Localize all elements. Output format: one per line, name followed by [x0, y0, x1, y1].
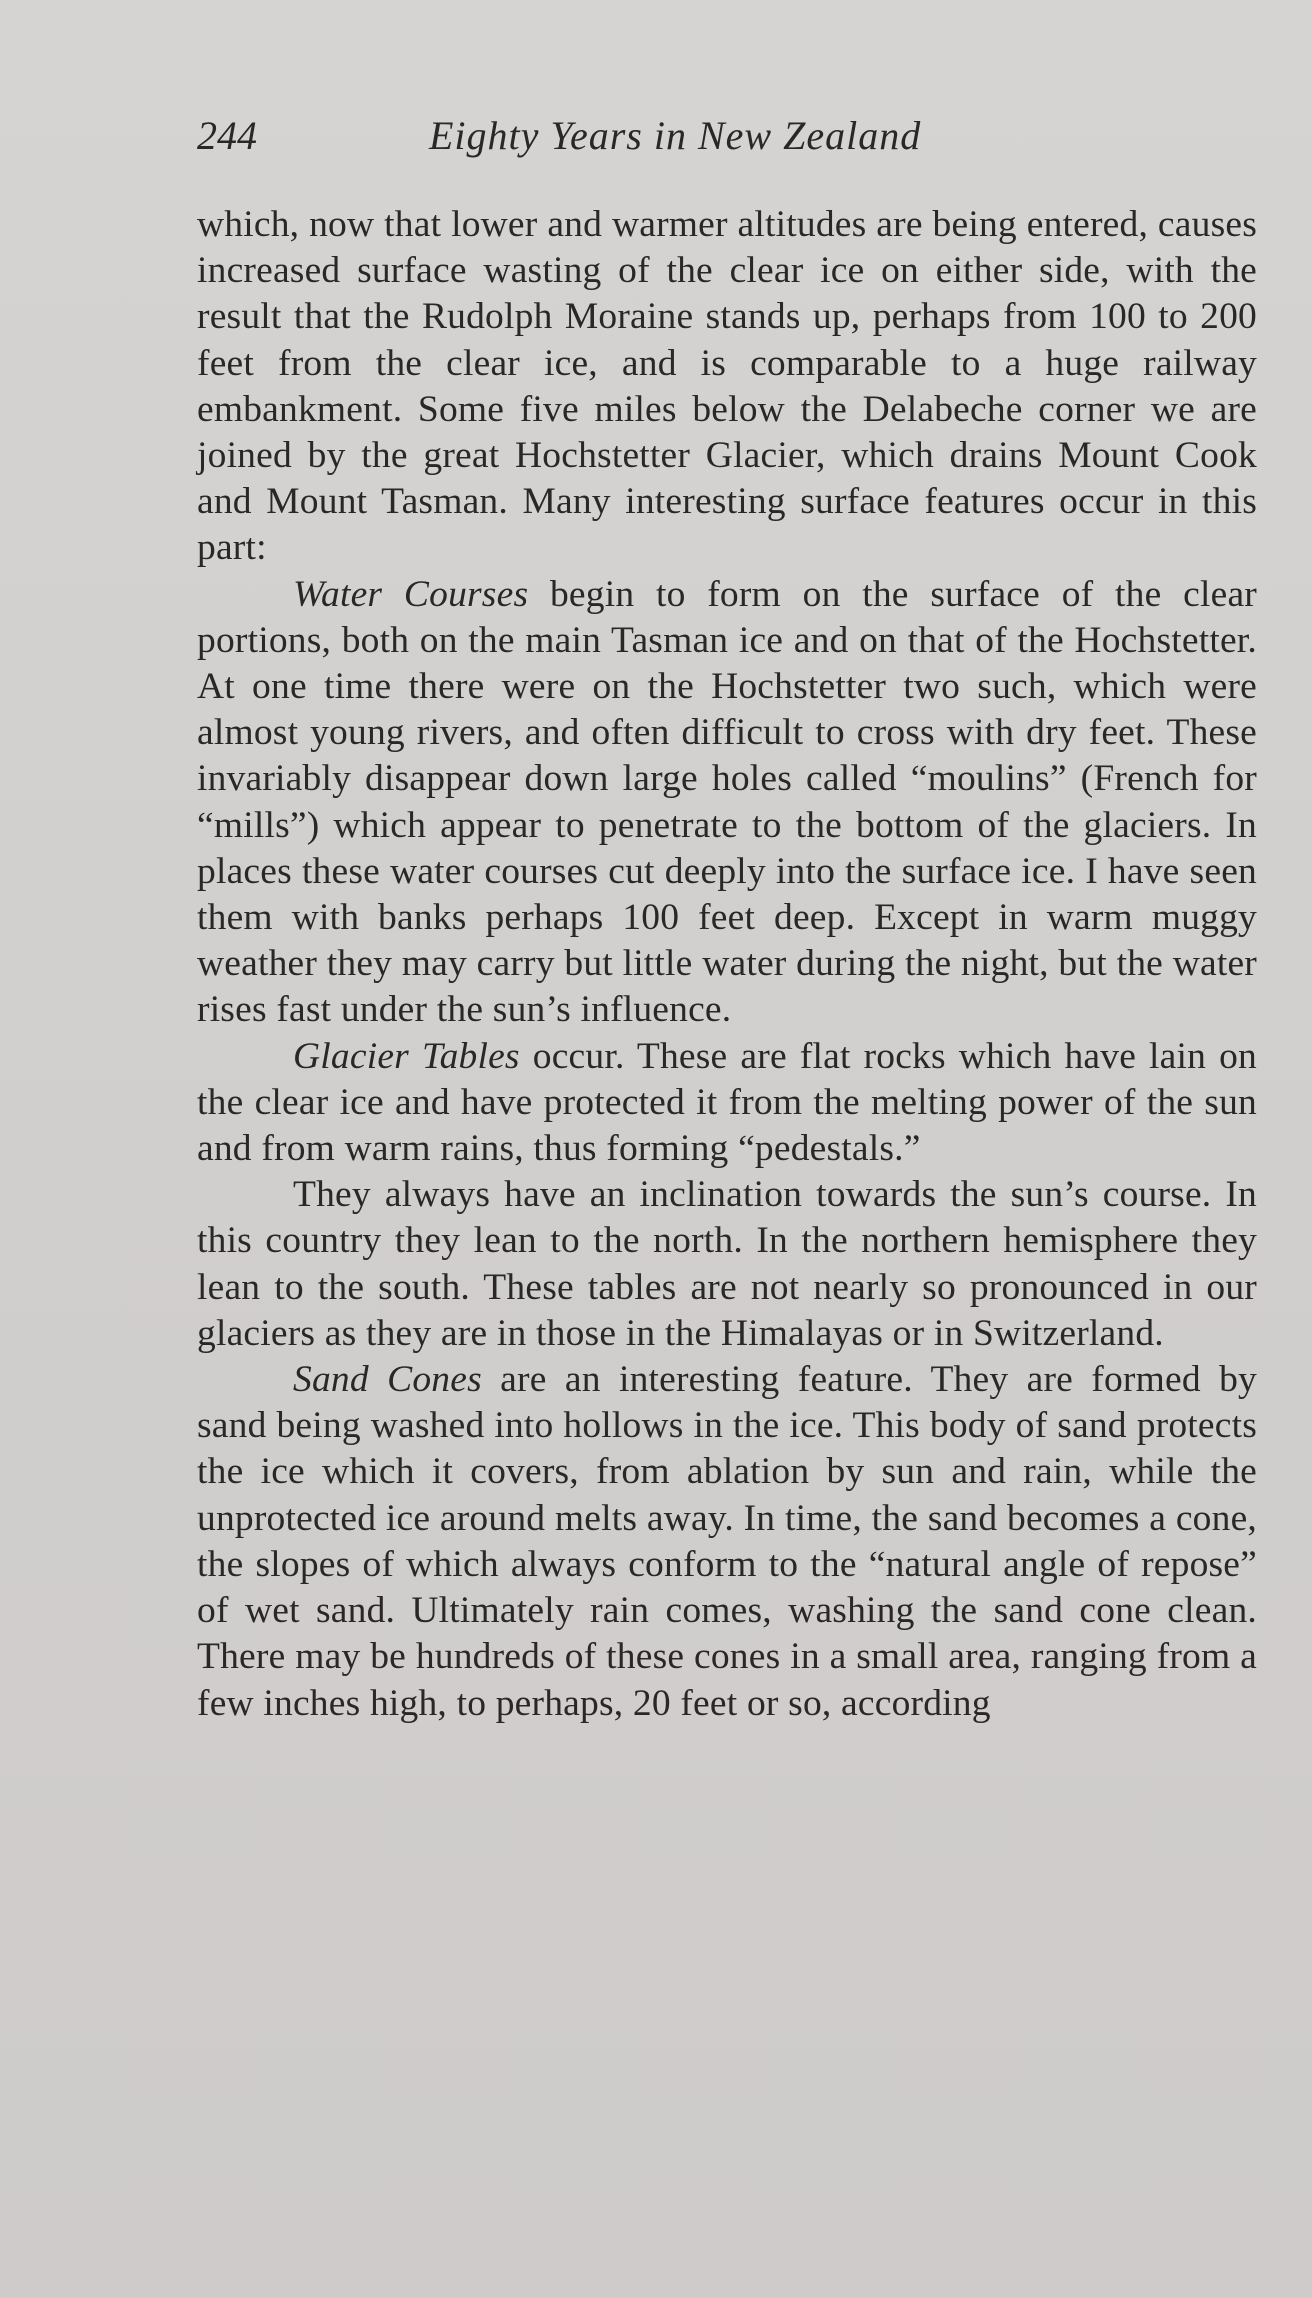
running-title: Eighty Years in New Zealand — [429, 113, 922, 158]
paragraph-text: which, now that lower and warmer altitudes are being entered, causes increased surface wasting of the clear ice on either side, with the result that the Rudolph Moraine stands up, perhaps from 100 to 200 feet from the clear ice, and is comparable to a huge railway embankment. Some five miles below the Delabeche corner we are joined by the great Hochstetter Glacier, which drains Mount Cook and Mount Tasman. Many interesting surface features occur in this part: — [197, 204, 1257, 569]
page-header — [197, 108, 1257, 164]
paragraph-water-courses — [197, 572, 1257, 1034]
body-text — [197, 202, 1257, 1727]
paragraph-text: are an interesting feature. They are formed by sand being washed into hollows in the ice. This body of sand protects the ice which it covers, from ablation by sun and rain, while the unprotected ice around melts away. In time, the sand becomes a cone, the slopes of which always conform to the “natural angle of repose” of wet sand. Ultimately rain comes, washing the sand cone clean. There may be hundreds of these cones in a small area, ranging from a few inches high, to perhaps, 20 feet or so, according — [197, 1359, 1257, 1724]
paragraph — [197, 202, 1257, 572]
paragraph-glacier-tables — [197, 1034, 1257, 1173]
section-term: Water Courses — [293, 573, 529, 615]
section-term: Glacier Tables — [293, 1035, 520, 1077]
paragraph-text: occur. These are flat rocks which have lain on the clear ice and have protected it from the melting power of the sun and from warm rains, thus forming “pedestals.” — [197, 1035, 1257, 1170]
section-term: Sand Cones — [293, 1359, 482, 1401]
paragraph — [197, 1172, 1257, 1357]
page-number: 244 — [197, 113, 257, 158]
paragraph-sand-cones — [197, 1357, 1257, 1727]
paragraph-text: They always have an inclination towards the sun’s course. In this country they lean to the north. In the northern hemisphere they lean to the south. These tables are not nearly so pronounced in our glaciers as they are in those in the Himalayas or in Switzerland. — [197, 1174, 1257, 1354]
paragraph-text: begin to form on the surface of the clear portions, both on the main Tasman ice and on that of the Hochstetter. At one time there were on the Hochstetter two such, which were almost young rivers, and often difficult to cross with dry feet. These invariably disappear down large holes called “moulins” (French for “mills”) which appear to penetrate to the bottom of the glaciers. In places these water courses cut deeply into the surface ice. I have seen them with banks perhaps 100 feet deep. Except in warm muggy weather they may carry but little water during the night, but the water rises fast under the sun’s influence. — [197, 573, 1257, 1031]
